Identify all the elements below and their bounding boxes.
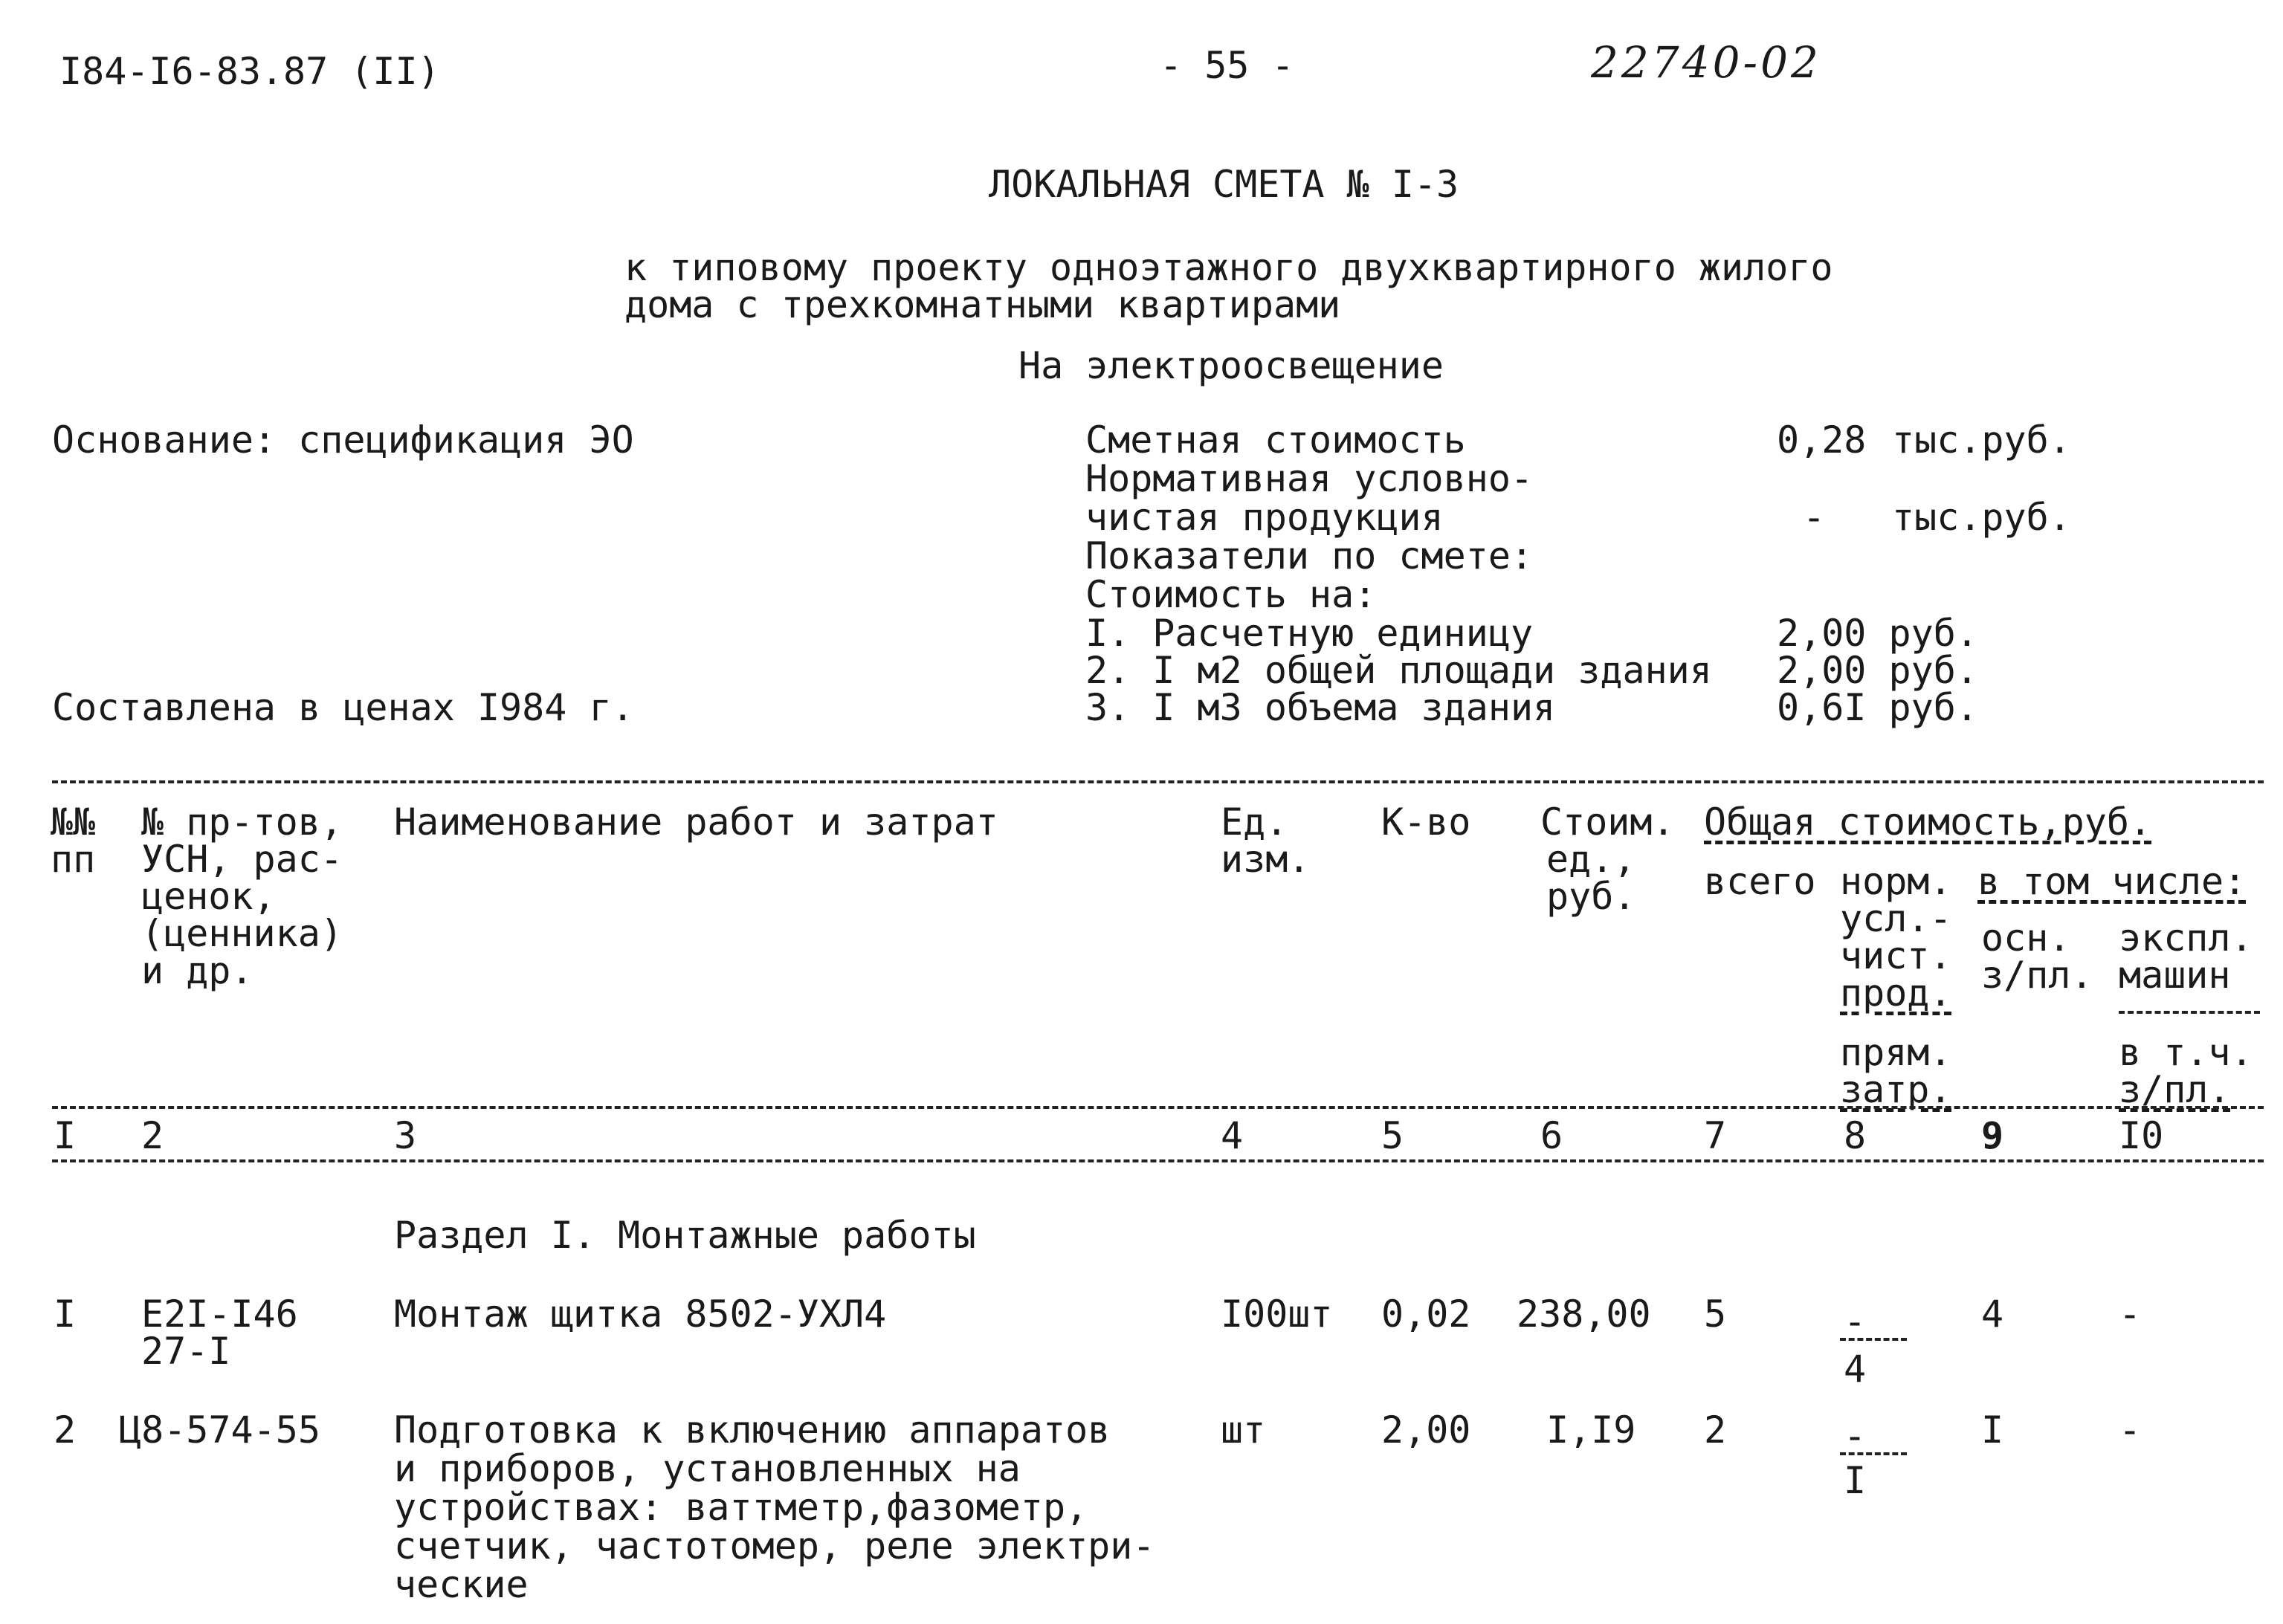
table-top-rule: [52, 780, 2264, 783]
col2-header-2: УСН, рас-: [141, 838, 343, 881]
header-bottom-rule: [52, 1106, 2264, 1109]
total-cost-header: Общая стоимость,руб.: [1704, 800, 2152, 844]
row-2-norm-bottom: I: [1844, 1459, 1867, 1502]
column-number-9: 9: [1981, 1114, 2004, 1157]
norm-unit: тыс.руб.: [1892, 496, 2071, 539]
row-2-name-line-4: счетчик, частотомер, реле электри-: [394, 1524, 1155, 1568]
col2-header-1: № пр-тов,: [141, 800, 343, 844]
row-1-norm-divider: [1840, 1338, 1907, 1341]
cost-on-label: Стоимость на:: [1085, 573, 1377, 616]
indicator-3-value: 0,6I руб.: [1777, 686, 1978, 729]
norm-value: -: [1803, 496, 1826, 539]
document-code: I84-I6-83.87 (II): [59, 50, 440, 93]
row-2-name-line-2: и приборов, установленных на: [394, 1447, 1021, 1490]
col2-header-3: ценок,: [141, 875, 276, 918]
col1-header-2: пп: [51, 838, 96, 881]
row-1-qty: 0,02: [1381, 1293, 1471, 1336]
col2-header-5: и др.: [141, 949, 254, 992]
column-number-7: 7: [1704, 1114, 1727, 1157]
col6-header-3: руб.: [1546, 875, 1636, 918]
column-number-6: 6: [1540, 1114, 1563, 1157]
row-2-code-line-1: Ц8-574-55: [119, 1408, 320, 1452]
row-1-number: I: [54, 1293, 77, 1336]
col8-header-2: усл.-: [1840, 897, 1952, 940]
row-2-total: 2: [1704, 1408, 1727, 1452]
col1-header-1: №№: [51, 800, 96, 844]
column-number-4: 4: [1221, 1114, 1244, 1157]
col2-header-4: (ценника): [141, 912, 343, 955]
indicators-label: Показатели по смете:: [1085, 534, 1534, 578]
basis-text: Основание: спецификация ЭО: [52, 418, 634, 462]
row-2-unit: шт: [1221, 1408, 1266, 1452]
col7-header: всего: [1704, 860, 1816, 903]
col10-header-4: з/пл.: [2119, 1068, 2231, 1111]
col10-header-1: экспл.: [2119, 916, 2253, 960]
row-1-norm-bottom: 4: [1844, 1348, 1867, 1391]
col9-header-1: осн.: [1981, 916, 2071, 960]
indicator-1-label: I. Расчетную единицу: [1085, 612, 1534, 655]
norm-label-1: Нормативная условно-: [1085, 457, 1534, 500]
row-2-norm-divider: [1840, 1452, 1907, 1455]
col8-header-3: чист.: [1840, 934, 1952, 977]
col3-header: Наименование работ и затрат: [394, 800, 998, 844]
row-1-unit: I00шт: [1221, 1293, 1333, 1336]
column-number-5: 5: [1381, 1114, 1404, 1157]
row-1-machines: -: [2119, 1293, 2142, 1336]
estimate-subject: На электроосвещение: [1018, 344, 1444, 387]
row-2-number: 2: [54, 1408, 77, 1452]
row-1-code-line-2: 27-I: [141, 1330, 231, 1373]
row-2-name-line-1: Подготовка к включению аппаратов: [394, 1408, 1111, 1452]
column-number-10: I0: [2119, 1114, 2164, 1157]
col4-header-1: Ед.: [1221, 800, 1288, 844]
row-2-qty: 2,00: [1381, 1408, 1471, 1452]
handwritten-number: 22740-02: [1591, 37, 1821, 88]
row-1-norm-top: -: [1844, 1300, 1867, 1343]
row-2-name-line-5: ческие: [394, 1563, 529, 1606]
section-title: Раздел I. Монтажные работы: [394, 1214, 976, 1257]
page-number: - 55 -: [1160, 44, 1294, 87]
column-number-1: I: [54, 1114, 77, 1157]
prices-year-text: Составлена в ценах I984 г.: [52, 686, 634, 729]
row-2-name-line-3: устройствах: ваттметр,фазометр,: [394, 1486, 1088, 1529]
row-2-base-pay: I: [1981, 1408, 2004, 1452]
column-number-3: 3: [394, 1114, 417, 1157]
row-2-norm-top: -: [1844, 1414, 1867, 1458]
cost-value: 0,28: [1777, 418, 1867, 462]
col10-header-3: в т.ч.: [2119, 1031, 2253, 1074]
col10-divider: [2119, 1011, 2260, 1014]
col4-header-2: изм.: [1221, 838, 1311, 881]
subtitle-line-1: к типовому проекту одноэтажного двухквартирного жилого: [624, 246, 1833, 289]
col5-header: К-во: [1381, 800, 1471, 844]
col8-header-6: затр.: [1840, 1068, 1952, 1111]
col8-header-5: прям.: [1840, 1031, 1952, 1074]
row-1-code-line-1: E2I-I46: [141, 1293, 298, 1336]
column-number-2: 2: [141, 1114, 164, 1157]
subtitle-line-2: дома с трехкомнатными квартирами: [624, 283, 1341, 326]
col10-header-2: машин: [2119, 954, 2231, 997]
row-2-machines: -: [2119, 1408, 2142, 1452]
row-1-name: Монтаж щитка 8502-УХЛ4: [394, 1293, 887, 1336]
col6-header-2: ед.,: [1546, 838, 1636, 881]
row-1-base-pay: 4: [1981, 1293, 2004, 1336]
indicator-1-value: 2,00 руб.: [1777, 612, 1978, 655]
cost-label: Сметная стоимость: [1085, 418, 1466, 462]
including-header: в том числе:: [1977, 860, 2247, 903]
column-numbers-rule: [52, 1159, 2264, 1162]
col8-header-4: прод.: [1840, 971, 1952, 1015]
row-2-unit-cost: I,I9: [1546, 1408, 1636, 1452]
column-number-8: 8: [1844, 1114, 1867, 1157]
col8-header-1: норм.: [1840, 860, 1952, 903]
col6-header-1: Стоим.: [1540, 800, 1675, 844]
col9-header-2: з/пл.: [1981, 954, 2093, 997]
norm-label-2: чистая продукция: [1085, 496, 1444, 539]
indicator-2-value: 2,00 руб.: [1777, 649, 1978, 692]
row-1-unit-cost: 238,00: [1517, 1293, 1651, 1336]
indicator-2-label: 2. I м2 общей площади здания: [1085, 649, 1712, 692]
cost-unit: тыс.руб.: [1892, 418, 2071, 462]
indicator-3-label: 3. I м3 объема здания: [1085, 686, 1556, 729]
row-1-total: 5: [1704, 1293, 1727, 1336]
estimate-title: ЛОКАЛЬНАЯ СМЕТА № I-3: [989, 163, 1459, 206]
